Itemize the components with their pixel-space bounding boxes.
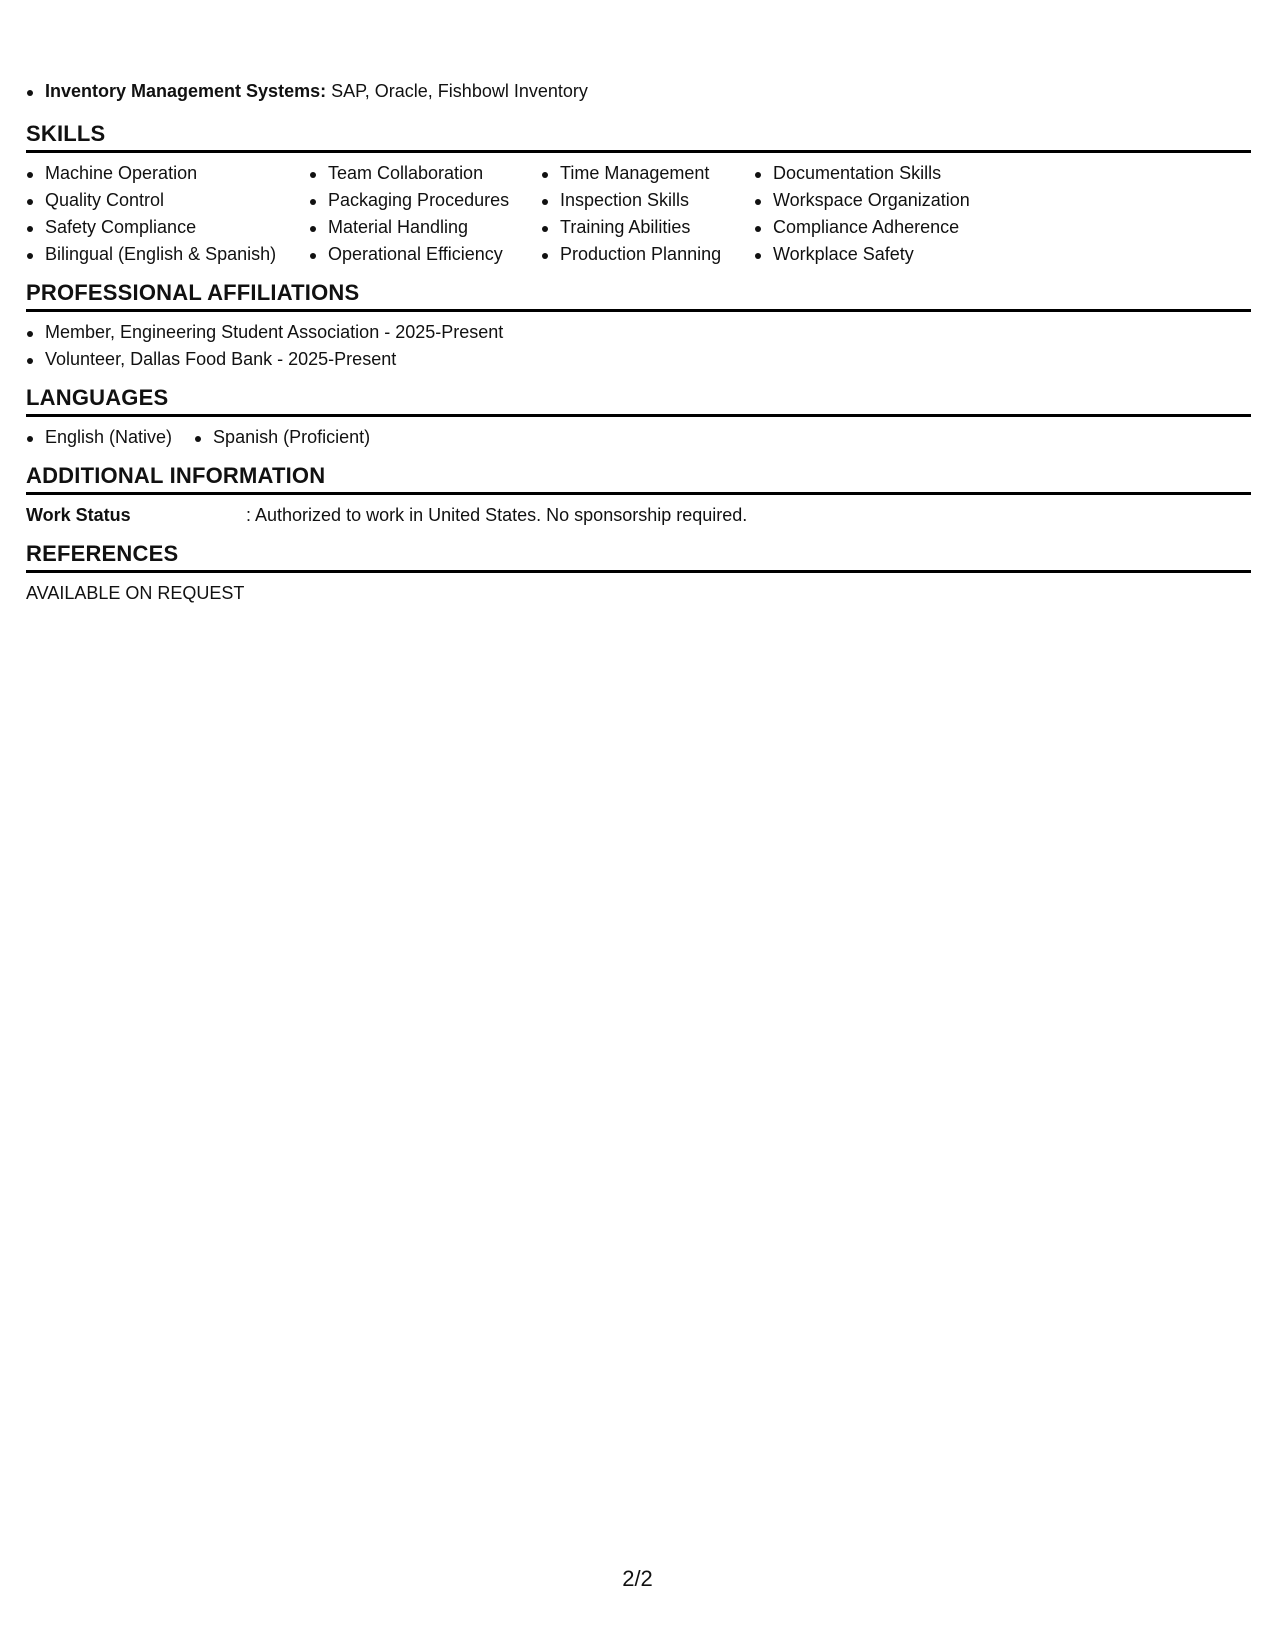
list-item <box>26 78 1251 105</box>
skill-item: Material Handling <box>309 214 541 241</box>
skill-item: Time Management <box>541 160 754 187</box>
skill-item: Training Abilities <box>541 214 754 241</box>
skill-item: Production Planning <box>541 241 754 268</box>
inventory-systems-list <box>26 78 1251 105</box>
work-status-row <box>26 502 1251 529</box>
affiliation-item: Member, Engineering Student Association - 2025-Present <box>26 319 1251 346</box>
references-section <box>26 541 1251 607</box>
section-heading: SKILLS <box>26 121 1251 153</box>
item-value: SAP, Oracle, Fishbowl Inventory <box>326 81 588 101</box>
languages-list <box>26 424 1251 451</box>
skill-item: Team Collaboration <box>309 160 541 187</box>
section-heading: ADDITIONAL INFORMATION <box>26 463 1251 495</box>
skills-column <box>754 160 1014 268</box>
skill-item: Workspace Organization <box>754 187 1014 214</box>
skills-grid <box>26 160 1251 268</box>
skill-item: Documentation Skills <box>754 160 1014 187</box>
skill-item: Safety Compliance <box>26 214 309 241</box>
skills-column <box>309 160 541 268</box>
languages-section <box>26 385 1251 451</box>
work-status-value: : Authorized to work in United States. No sponsorship required. <box>246 505 748 525</box>
skills-column <box>541 160 754 268</box>
affiliations-section <box>26 280 1251 373</box>
skill-item: Compliance Adherence <box>754 214 1014 241</box>
affiliations-list <box>26 319 1251 373</box>
section-heading: REFERENCES <box>26 541 1251 573</box>
work-status-label: Work Status <box>26 505 131 525</box>
references-text: AVAILABLE ON REQUEST <box>26 583 245 603</box>
skills-section <box>26 121 1251 268</box>
additional-info-section <box>26 463 1251 529</box>
skill-item: Inspection Skills <box>541 187 754 214</box>
skill-item: Packaging Procedures <box>309 187 541 214</box>
skill-item: Bilingual (English & Spanish) <box>26 241 309 268</box>
resume-page <box>26 78 1251 619</box>
language-item: Spanish (Proficient) <box>194 424 370 451</box>
skill-item: Workplace Safety <box>754 241 1014 268</box>
skill-item: Operational Efficiency <box>309 241 541 268</box>
affiliation-item: Volunteer, Dallas Food Bank - 2025-Present <box>26 346 1251 373</box>
skill-item: Machine Operation <box>26 160 309 187</box>
language-item: English (Native) <box>26 424 172 451</box>
section-heading: LANGUAGES <box>26 385 1251 417</box>
skill-item: Quality Control <box>26 187 309 214</box>
section-heading: PROFESSIONAL AFFILIATIONS <box>26 280 1251 312</box>
item-label: Inventory Management Systems: <box>45 81 327 101</box>
page-number: 2/2 <box>622 1566 653 1591</box>
skills-column <box>26 160 309 268</box>
